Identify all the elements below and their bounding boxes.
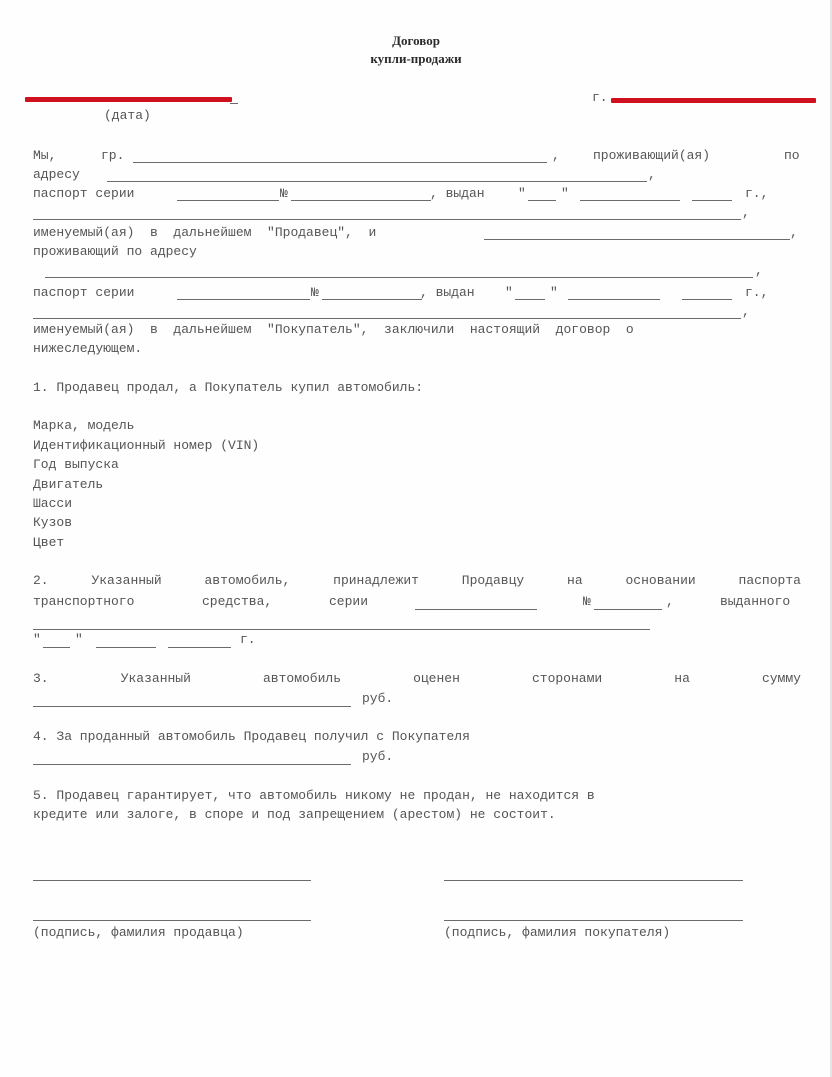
seller-passport-series-field[interactable] [177,200,279,201]
price-field[interactable] [33,706,351,707]
buyer-name-field[interactable] [484,239,790,240]
seller-issue-month-field[interactable] [580,200,680,201]
clause-3-word: оценен [413,671,460,686]
vehicle-passport-issuer-field[interactable] [33,629,650,630]
vehicle-passport-number-field[interactable] [594,609,662,610]
document-subtitle: купли-продажи [370,51,462,66]
quote-close: " [561,186,569,201]
clause-2-vehicle-passport: транспортного [33,594,135,609]
clause-3-word: автомобиль [262,671,341,686]
year-abbr: г., [745,186,769,201]
comma: , [552,148,560,163]
seller-signature-field[interactable] [33,880,311,881]
citizen-label: гр. [101,148,125,163]
clause-5-line-1: 5. Продавец гарантирует, что автомобиль никому не продан, не находится в [33,788,595,803]
address-label: адресу [33,167,80,182]
buyer-address-field[interactable] [45,277,753,278]
date-field-underline [230,103,238,104]
vehicle-field-body: Кузов [33,515,73,530]
city-field-redacted[interactable] [611,98,816,103]
vehicle-field-year: Год выпуска [33,457,119,472]
clause-2-issued-label: выданного [720,594,791,609]
buyer-name-signature-field[interactable] [444,920,743,921]
at-label: по [784,148,800,163]
clause-3-word: Указанный [120,671,191,686]
issued-label: , выдан [430,186,485,201]
seller-name-field[interactable] [133,162,547,163]
vehicle-passport-year-field[interactable] [168,647,231,648]
vehicle-field-chassis: Шасси [33,496,73,511]
vehicle-field-vin: Идентификационный номер (VIN) [33,438,260,453]
quote-open: " [33,632,41,647]
clause-2-word: основании [625,573,696,588]
comma: , [648,167,656,182]
number-sign: № [280,186,288,201]
date-caption: (дата) [104,108,151,123]
number-sign: № [311,285,319,300]
buyer-named-text: именуемый(ая) в дальнейшем "Покупатель", заключили настоящий договор о [33,322,634,337]
buyer-passport-number-field[interactable] [322,299,422,300]
clause-2-word: Указанный [91,573,162,588]
clause-2-word: паспорта [738,573,801,588]
buyer-issue-month-field[interactable] [568,299,660,300]
buyer-signature-caption: (подпись, фамилия покупателя) [444,925,671,940]
year-abbr: г. [240,632,256,647]
quote-open: " [518,186,526,201]
document-title: Договор [392,33,440,48]
vehicle-field-engine: Двигатель [33,477,104,492]
buyer-issue-day-field[interactable] [515,299,545,300]
seller-named-text: именуемый(ая) в дальнейшем "Продавец", и [33,225,377,240]
clause-2-line-1 [33,573,801,588]
clause-3-word: на [674,671,690,686]
vehicle-field-make-model: Марка, модель [33,418,135,433]
currency-label: руб. [362,691,394,706]
received-amount-field[interactable] [33,764,351,765]
seller-signature-caption: (подпись, фамилия продавца) [33,925,244,940]
passport-series-label: паспорт серии [33,186,135,201]
comma: , [666,594,674,609]
seller-passport-number-field[interactable] [291,200,431,201]
buyer-issued-by-field[interactable] [33,318,741,319]
clause-3-word: сумму [761,671,801,686]
buyer-named-text-cont: нижеследующем. [33,341,143,356]
clause-2-word: на [567,573,583,588]
seller-issued-by-field[interactable] [33,219,741,220]
quote-open: " [505,285,513,300]
comma: , [790,225,798,240]
passport-series-label: паспорт серии [33,285,135,300]
comma: , [755,263,763,278]
number-sign: № [583,594,591,609]
year-abbr: г., [745,285,769,300]
clause-4: 4. За проданный автомобиль Продавец получил с Покупателя [33,729,470,744]
clause-2-word: принадлежит [333,573,419,588]
vehicle-passport-month-field[interactable] [96,647,156,648]
clause-3-line-1 [33,671,801,686]
vehicle-passport-day-field[interactable] [43,647,70,648]
issued-label: , выдан [420,285,475,300]
clause-3-word: 3. [33,671,49,686]
clause-2-means: средства, [202,594,273,609]
residing-label: проживающий(ая) [593,148,711,163]
we-label: Мы, [33,148,57,163]
comma: , [742,205,750,220]
clause-2-series-label: серии [329,594,369,609]
seller-issue-year-field[interactable] [692,200,732,201]
vehicle-field-color: Цвет [33,535,65,550]
quote-close: " [550,285,558,300]
clause-5-line-2: кредите или залоге, в споре и под запрещением (арестом) не состоит. [33,807,556,822]
quote-close: " [75,632,83,647]
clause-3-word: сторонами [531,671,603,686]
vehicle-passport-series-field[interactable] [415,609,537,610]
buyer-issue-year-field[interactable] [682,299,732,300]
clause-2-word: 2. [33,573,49,588]
date-field-redacted[interactable] [25,97,232,102]
city-prefix: г. [592,90,608,105]
seller-name-signature-field[interactable] [33,920,311,921]
comma: , [742,304,750,319]
buyer-signature-field[interactable] [444,880,743,881]
residing-at-address-label: проживающий по адресу [33,244,197,259]
currency-label: руб. [362,749,394,764]
buyer-passport-series-field[interactable] [177,299,310,300]
seller-address-field[interactable] [107,181,647,182]
seller-issue-day-field[interactable] [528,200,556,201]
clause-2-word: Продавцу [461,573,525,588]
clause-2-word: автомобиль, [204,573,291,588]
clause-1: 1. Продавец продал, а Покупатель купил автомобиль: [33,380,424,395]
